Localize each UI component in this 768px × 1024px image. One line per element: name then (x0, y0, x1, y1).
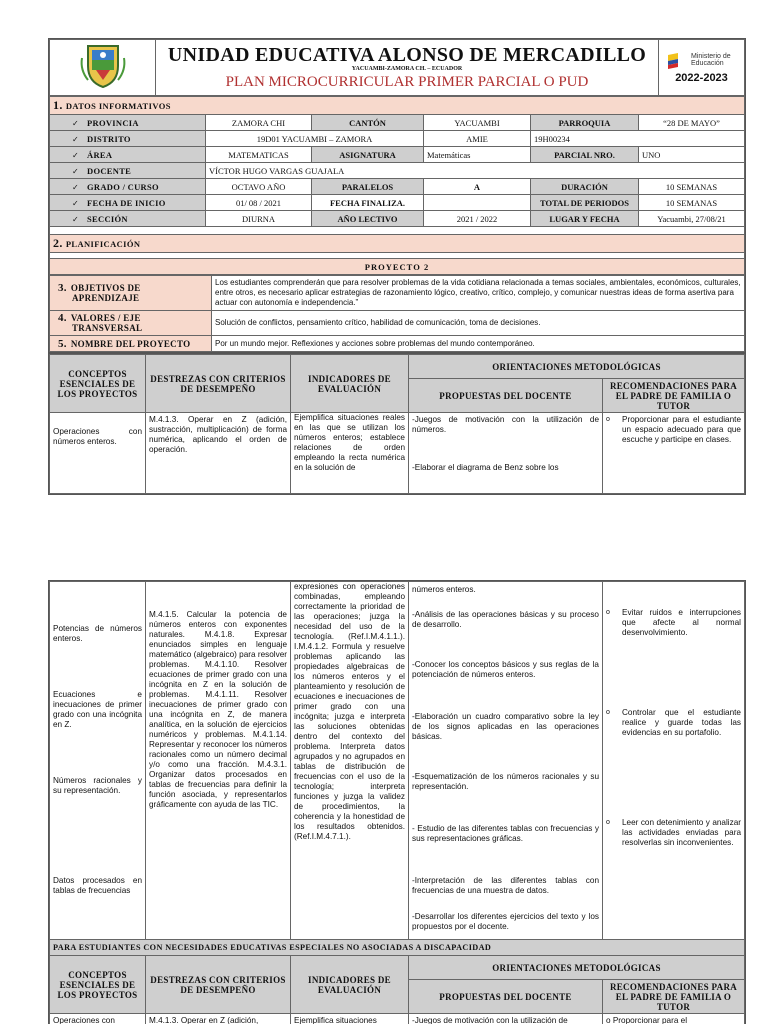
header-conceptos: CONCEPTOS ESENCIALES DE LOS PROYECTOS (50, 956, 146, 1014)
circle-bullet-icon: o (606, 709, 610, 716)
indicador-cell: Ejemplifica situaciones (291, 1014, 409, 1024)
propuesta-cell: -Juegos de motivación con la utilización de (409, 1014, 603, 1024)
section-1-header: 1. DATOS INFORMATIVOS (50, 97, 745, 115)
school-name: UNIDAD EDUCATIVA ALONSO DE MERCADILLO (167, 44, 647, 66)
amie-label: AMIE (424, 131, 531, 147)
curriculum-table-2 (48, 580, 746, 1024)
lectivo-value: 2021 / 2022 (424, 211, 531, 227)
project-title: PROYECTO 2 (50, 259, 745, 275)
circle-bullet-icon: o (606, 1016, 613, 1024)
check-icon: ✓ (72, 214, 80, 224)
objectives-table (49, 275, 745, 352)
concepto-cell: Operaciones con números enteros. (50, 413, 146, 494)
indicador-cell: Ejemplifica situaciones reales en las que se utilizan los números enteros; establece relaciones de orden empleando la recta numérica en la solución de (291, 413, 409, 494)
concepto-cell: Potencias de números enteros. Ecuaciones e inecuaciones de primer grado con una incógnita en Z. Números racionales y su representación. Datos procesados en tablas de frecuencias (50, 582, 146, 940)
check-icon: ✓ (72, 118, 80, 128)
curriculum-table (49, 581, 745, 1024)
periodos-label: TOTAL DE PERIODOS (531, 195, 639, 211)
header-orientaciones: ORIENTACIONES METODOLÓGICAS (409, 355, 745, 379)
asignatura-label: ASIGNATURA (312, 147, 424, 163)
check-icon: ✓ (72, 166, 80, 176)
docente-label: ✓ DOCENTE (50, 163, 206, 179)
canton-value: YACUAMBI (424, 115, 531, 131)
school-year: 2022-2023 (675, 72, 728, 84)
header-propuestas: PROPUESTAS DEL DOCENTE (409, 980, 603, 1014)
provincia-label: ✓ PROVINCIA (50, 115, 206, 131)
destreza-cell: M.4.1.5. Calcular la potencia de números enteros con exponentes naturales. M.4.1.8. Expresar enunciados simples en lenguaje matemático (algebraico) para resolver problemas. M.4.1.10. Resolver ecuaciones de primer grado con una incógnita en Z en la solución de problemas. M.4.1.11. Resolver inecuaciones de primer grado con una incógnita en Z, de manera analítica, en la solución de ejercicios numéricos y problemas. M.4.1.14. Representar y reconocer los números racionales como un número decimal y/o como una fracción. M.4.3.1. Organizar datos procesados en tablas de frecuencias para definir la función asociada, y representarlos gráficamente con ayuda de las TIC. (146, 582, 291, 940)
seccion-label: ✓ SECCIÓN (50, 211, 206, 227)
nee-section-title: PARA ESTUDIANTES CON NECESIDADES EDUCATIVAS ESPECIALES NO ASOCIADAS A DISCAPACIDAD (50, 940, 745, 956)
indicador-cell: expresiones con operaciones combinadas, empleando correctamente la prioridad de las operaciones; juzga la necesidad del uso de la tecnología. (Ref.I.M.4.1.1.). I.M.4.1.2. Formula y resuelve problemas aplicando las propiedades algebraicas de los números enteros y el planteamiento y resolución de ecuaciones e inecuaciones de primer grado con una incógnita; juzga e interpreta las soluciones obtenidas dentro del contexto del problema. Interpreta datos agrupados y no agrupados en tablas de distribución de frecuencias con el uso de la tecnología; interpreta funciones y juzga la validez de procedimientos, la coherencia y la honestidad de los resultados obtenidos. (Ref.I.M.4.7.1.). (291, 582, 409, 940)
school-location: YACUAMBI-ZAMORA CH. – ECUADOR (351, 66, 463, 72)
duracion-value: 10 SEMANAS (639, 179, 745, 195)
inicio-label: ✓ FECHA DE INICIO (50, 195, 206, 211)
lugar-label: LUGAR Y FECHA (531, 211, 639, 227)
check-icon: ✓ (72, 150, 80, 160)
paralelos-label: PARALELOS (312, 179, 424, 195)
finaliza-value (424, 195, 531, 211)
check-icon: ✓ (72, 134, 80, 144)
finaliza-label: FECHA FINALIZA. (312, 195, 424, 211)
circle-bullet-icon: o (606, 609, 610, 616)
paralelos-value: A (424, 179, 531, 195)
propuesta-cell: números enteros. -Análisis de las operaciones básicas y su proceso de desarrollo. -Conocer los conceptos básicos y sus reglas de la potenciación de números enteros. -Elaboración un cuadro comparativo sobre la ley de los signos aplicadas en las operaciones básicas. -Esquematización de los números racionales y su representación. - Estudio de las diferentes tablas con frecuencias y sus representaciones gráficas. -Interpretación de las diferentes tablas con frecuencias de una muestra de datos. -Desarrollar los diferentes ejercicios del texto y los propuestos por el docente. (409, 582, 603, 940)
plan-title: PLAN MICROCURRICULAR PRIMER PARCIAL O PUD (225, 74, 589, 90)
header-propuestas: PROPUESTAS DEL DOCENTE (409, 379, 603, 413)
destreza-cell: M.4.1.3. Operar en Z (adición, sustracción, multiplicación) de forma numérica, aplicando el orden de operación. (146, 413, 291, 494)
seccion-value: DIURNA (206, 211, 312, 227)
recomendacion-cell: o Proporcionar para el (603, 1014, 745, 1024)
parroquia-value: “28 DE MAYO” (639, 115, 745, 131)
canton-label: CANTÓN (312, 115, 424, 131)
lugar-value: Yacuambi, 27/08/21 (639, 211, 745, 227)
duracion-label: DURACIÓN (531, 179, 639, 195)
objetivos-text: Los estudiantes comprenderán que para resolver problemas de la vida cotidiana relacionada a temas sociales, ambientales, económicos, culturales, entre otros, es necesario aplicar estrategias de razonamiento lógico, creativo, crítico, complejo, y comunicar nuestras ideas de forma asertiva para actuar con autonomía e independencia.” (212, 276, 745, 311)
info-table (49, 96, 745, 275)
header-table (49, 39, 745, 96)
provincia-value: ZAMORA CHI (206, 115, 312, 131)
propuesta-cell: -Juegos de motivación con la utilización de números. -Elaborar el diagrama de Benz sobre los (409, 413, 603, 494)
ministry-cell (659, 40, 745, 96)
amie-value: 19H00234 (531, 131, 745, 147)
plan-page-1 (48, 38, 746, 353)
recomendacion-cell: o Evitar ruidos e interrupciones que afecte al normal desenvolvimiento. o Controlar que el estudiante realice y guarde todas las evidencias en su portafolio. o Leer con detenimiento y analizar las actividades enviadas para resolverlas sin inconvenientes. (603, 582, 745, 940)
header-conceptos: CONCEPTOS ESENCIALES DE LOS PROYECTOS (50, 355, 146, 413)
nombre-proyecto-text: Por un mundo mejor. Reflexiones y acciones sobre problemas del mundo contemporáneo. (212, 336, 745, 352)
school-logo-cell (50, 40, 156, 96)
parcial-value: UNO (639, 147, 745, 163)
objetivos-label: 3. OBJETIVOS DE APRENDIZAJE (50, 276, 212, 311)
check-icon: ✓ (72, 182, 80, 192)
section-2-header: 2. PLANIFICACIÓN (50, 235, 745, 253)
area-label: ✓ ÁREA (50, 147, 206, 163)
school-title-cell (156, 40, 659, 96)
asignatura-value: Matemáticas (424, 147, 531, 163)
ministry-flag-logo (666, 51, 688, 69)
valores-label: 4. VALORES / EJE TRANSVERSAL (50, 311, 212, 336)
check-icon: ✓ (72, 198, 80, 208)
valores-text: Solución de conflictos, pensamiento crítico, habilidad de comunicación, toma de decisiones. (212, 311, 745, 336)
circle-bullet-icon: o (606, 819, 610, 826)
circle-bullet-icon: o (606, 416, 610, 423)
periodos-value: 10 SEMANAS (639, 195, 745, 211)
header-indicadores: INDICADORES DE EVALUACIÓN (291, 956, 409, 1014)
school-crest-logo (78, 40, 128, 90)
concepto-cell: Operaciones con (50, 1014, 146, 1024)
docente-value: VÍCTOR HUGO VARGAS GUAJALA (206, 163, 745, 179)
grado-value: OCTAVO AÑO (206, 179, 312, 195)
header-orientaciones: ORIENTACIONES METODOLÓGICAS (409, 956, 745, 980)
spacer-row (50, 227, 745, 235)
distrito-label: ✓ DISTRITO (50, 131, 206, 147)
curriculum-table (49, 354, 745, 494)
area-value: MATEMATICAS (206, 147, 312, 163)
parroquia-label: PARROQUIA (531, 115, 639, 131)
ministry-name: Ministerio de Educación (691, 53, 731, 67)
destreza-cell: M.4.1.3. Operar en Z (adición, (146, 1014, 291, 1024)
inicio-value: 01/ 08 / 2021 (206, 195, 312, 211)
header-destrezas: DESTREZAS CON CRITERIOS DE DESEMPEÑO (146, 355, 291, 413)
nombre-proyecto-label: 5. NOMBRE DEL PROYECTO (50, 336, 212, 352)
grado-label: ✓ GRADO / CURSO (50, 179, 206, 195)
parcial-label: PARCIAL NRO. (531, 147, 639, 163)
lectivo-label: AÑO LECTIVO (312, 211, 424, 227)
header-indicadores: INDICADORES DE EVALUACIÓN (291, 355, 409, 413)
header-recomendaciones: RECOMENDACIONES PARA EL PADRE DE FAMILIA O TUTOR (603, 379, 745, 413)
header-recomendaciones: RECOMENDACIONES PARA EL PADRE DE FAMILIA O TUTOR (603, 980, 745, 1014)
recomendacion-cell: o Proporcionar para el estudiante un espacio adecuado para que escuche y participe en clases. (603, 413, 745, 494)
header-destrezas: DESTREZAS CON CRITERIOS DE DESEMPEÑO (146, 956, 291, 1014)
curriculum-table-1 (48, 353, 746, 495)
distrito-value: 19D01 YACUAMBI – ZAMORA (206, 131, 424, 147)
